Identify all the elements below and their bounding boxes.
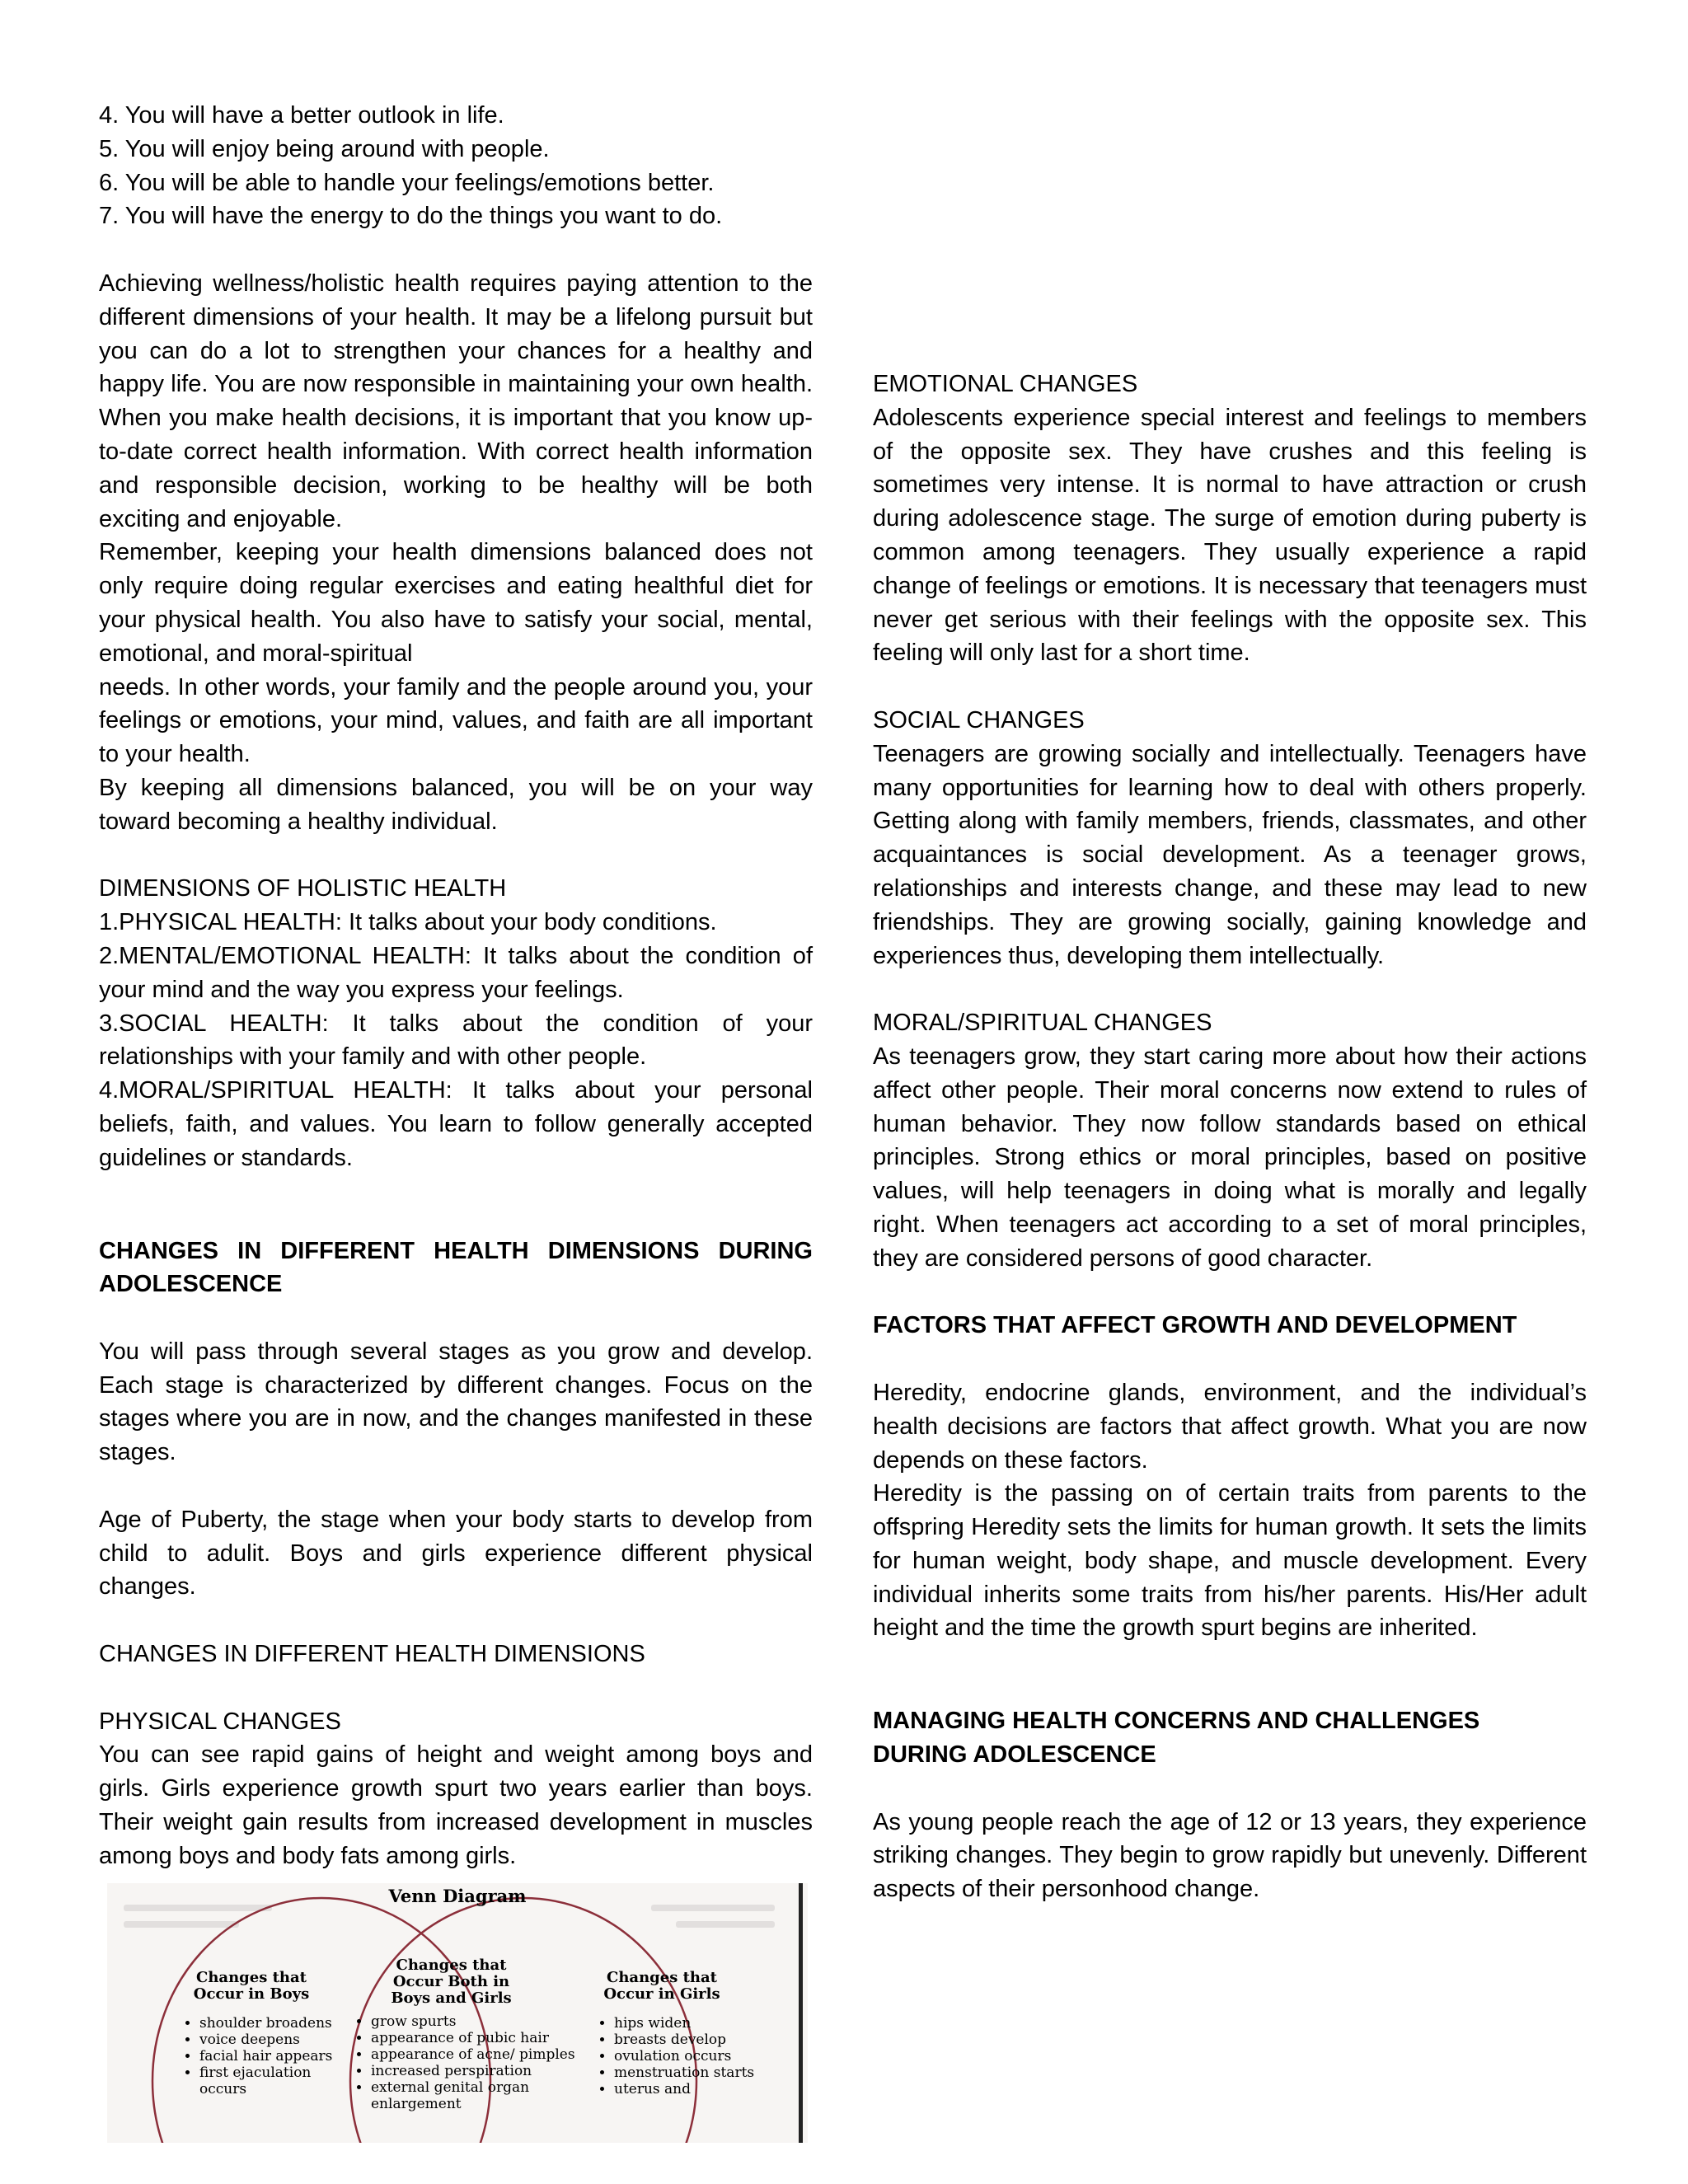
girls-item: • breasts develop (614, 2032, 779, 2048)
boys-list (183, 2015, 340, 2097)
girls-heading: Changes that Occur in Girls (603, 1968, 720, 2003)
dimensions-heading: DIMENSIONS OF HOLISTIC HEALTH (99, 875, 507, 902)
boys-item: • first ejaculation occurs (199, 2064, 340, 2097)
left-column (99, 99, 813, 2143)
right-column (873, 368, 1587, 1906)
dimension-mental: 2.MENTAL/EMOTIONAL HEALTH: It talks about the condition of your mind and the way you express your feelings. (99, 942, 813, 1003)
moral-heading: MORAL/SPIRITUAL CHANGES (873, 1010, 1212, 1037)
changes-subheading: CHANGES IN DIFFERENT HEALTH DIMENSIONS (99, 1641, 645, 1668)
emotional-heading: EMOTIONAL CHANGES (873, 371, 1138, 397)
venn-scan-edge (799, 1883, 803, 2143)
boys-item: • facial hair appears (199, 2048, 340, 2064)
paragraph-achieving: Achieving wellness/holistic health requires paying attention to the different dimensions of your health. It may be a lifelong pursuit but you can do a lot to strengthen your chances for a healthy and happy life. You are now responsible in maintaining your own health. When you make health decisions, it is important that you know up-to-date correct health information. With correct health information and responsible decision, working to be healthy will be both exciting and enjoyable. (99, 269, 813, 532)
paragraph-keeping: By keeping all dimensions balanced, you will be on your way toward becoming a healthy individual. (99, 774, 813, 835)
paragraph-stages: You will pass through several stages as you grow and develop. Each stage is characterized by different changes. Focus on the stages where you are in now, and the changes manifested in these stages. (99, 1338, 813, 1466)
physical-heading: PHYSICAL CHANGES (99, 1708, 341, 1735)
factors-heading: FACTORS THAT AFFECT GROWTH AND DEVELOPMENT (873, 1312, 1517, 1339)
paragraph-emotional: Adolescents experience special interest and feelings to members of the opposite sex. They have crushes and this feeling is sometimes very intense. It is normal to have attraction or crush during adolescence stage. The surge of emotion during puberty is common among teenagers. They usually experience a rapid change of feelings or emotions. It is necessary that teenagers must never get serious with their feelings with the opposite sex. This feeling will only last for a short time. (873, 404, 1587, 667)
dimension-physical: 1.PHYSICAL HEALTH: It talks about your body conditions. (99, 909, 717, 936)
paragraph-moral: As teenagers grow, they start caring more about how their actions affect other people. Their moral concerns now extend to rules of human behavior. They now follow standards based on ethical principles. Strong ethics or moral principles, based on positive values, will help teenagers in doing what is morally and legally right. When teenagers act according to a set of moral principles, they are considered persons of good character. (873, 1043, 1587, 1272)
paragraph-factors: Heredity, endocrine glands, environment, and the individual’s health decisions are factors that affect growth. What you are now depends on these factors. (873, 1379, 1587, 1474)
managing-heading-line1: MANAGING HEALTH CONCERNS AND CHALLENGES (873, 1708, 1480, 1735)
both-heading: Changes that Occur Both in Boys and Girls (391, 1956, 512, 2007)
boys-heading: Changes that Occur in Boys (193, 1968, 310, 2003)
girls-item: • uterus and (614, 2081, 779, 2097)
paragraph-needs: needs. In other words, your family and the people around you, your feelings or emotions, your mind, values, and faith are all important to your health. (99, 673, 813, 768)
both-item: • increased perspiration (371, 2063, 593, 2079)
both-item: • grow spurts (371, 2013, 593, 2030)
paragraph-puberty: Age of Puberty, the stage when your body starts to develop from child to adulit. Boys and girls experience different physical changes. (99, 1506, 813, 1601)
boys-item: • shoulder broadens (199, 2015, 340, 2032)
both-item: • appearance of acne/ pimples (371, 2046, 593, 2063)
both-list (354, 2013, 593, 2112)
benefit-item: 4. You will have a better outlook in life. (99, 102, 504, 129)
girls-item: • ovulation occurs (614, 2048, 779, 2064)
venn-title: Venn Diagram (388, 1885, 527, 1906)
paragraph-remember: Remember, keeping your health dimensions balanced does not only require doing regular exercises and eating healthful diet for your physical health. You also have to satisfy your social, mental, emotional, and moral-spiritual (99, 539, 813, 667)
paragraph-heredity: Heredity is the passing on of certain traits from parents to the offspring Heredity sets the limits for human growth. It sets the limits for human weight, body shape, and muscle development. Every individual inherits some traits from his/her parents. His/Her adult height and the time the growth spurt begins are inherited. (873, 1480, 1587, 1642)
dimension-moral: 4.MORAL/SPIRITUAL HEALTH: It talks about your personal beliefs, faith, and values. You learn to follow generally accepted guidelines or standards. (99, 1077, 813, 1171)
girls-item: • menstruation starts (614, 2064, 779, 2081)
changes-heading: CHANGES IN DIFFERENT HEALTH DIMENSIONS DURING ADOLESCENCE (99, 1237, 813, 1298)
both-item: • appearance of pubic hair (371, 2030, 593, 2046)
venn-diagram-image (107, 1883, 808, 2143)
girls-list (598, 2015, 779, 2097)
both-item: • external genital organ enlargement (371, 2079, 593, 2112)
boys-item: • voice deepens (199, 2032, 340, 2048)
benefit-item: 6. You will be able to handle your feelings/emotions better. (99, 169, 715, 196)
paragraph-physical: You can see rapid gains of height and weight among boys and girls. Girls experience growth spurt two years earlier than boys. Their weight gain results from increased development in muscles among boys and body fats among girls. (99, 1741, 813, 1869)
girls-item: • hips widen (614, 2015, 779, 2032)
benefit-item: 7. You will have the energy to do the things you want to do. (99, 203, 723, 230)
social-heading: SOCIAL CHANGES (873, 706, 1085, 733)
paragraph-social: Teenagers are growing socially and intellectually. Teenagers have many opportunities for learning how to deal with others properly. Getting along with family members, friends, classmates, and other acquaintances is social development. As a teenager grows, relationships and interests change, and these may lead to new friendships. They are growing socially, gaining knowledge and experiences thus, developing them intellectually. (873, 740, 1587, 969)
benefit-item: 5. You will enjoy being around with people. (99, 135, 550, 162)
paragraph-young: As young people reach the age of 12 or 13 years, they experience striking changes. They begin to grow rapidly but unevenly. Different aspects of their personhood change. (873, 1808, 1587, 1903)
managing-heading-line2: DURING ADOLESCENCE (873, 1741, 1156, 1769)
dimension-social: 3.SOCIAL HEALTH: It talks about the condition of your relationships with your family and with other people. (99, 1010, 813, 1071)
